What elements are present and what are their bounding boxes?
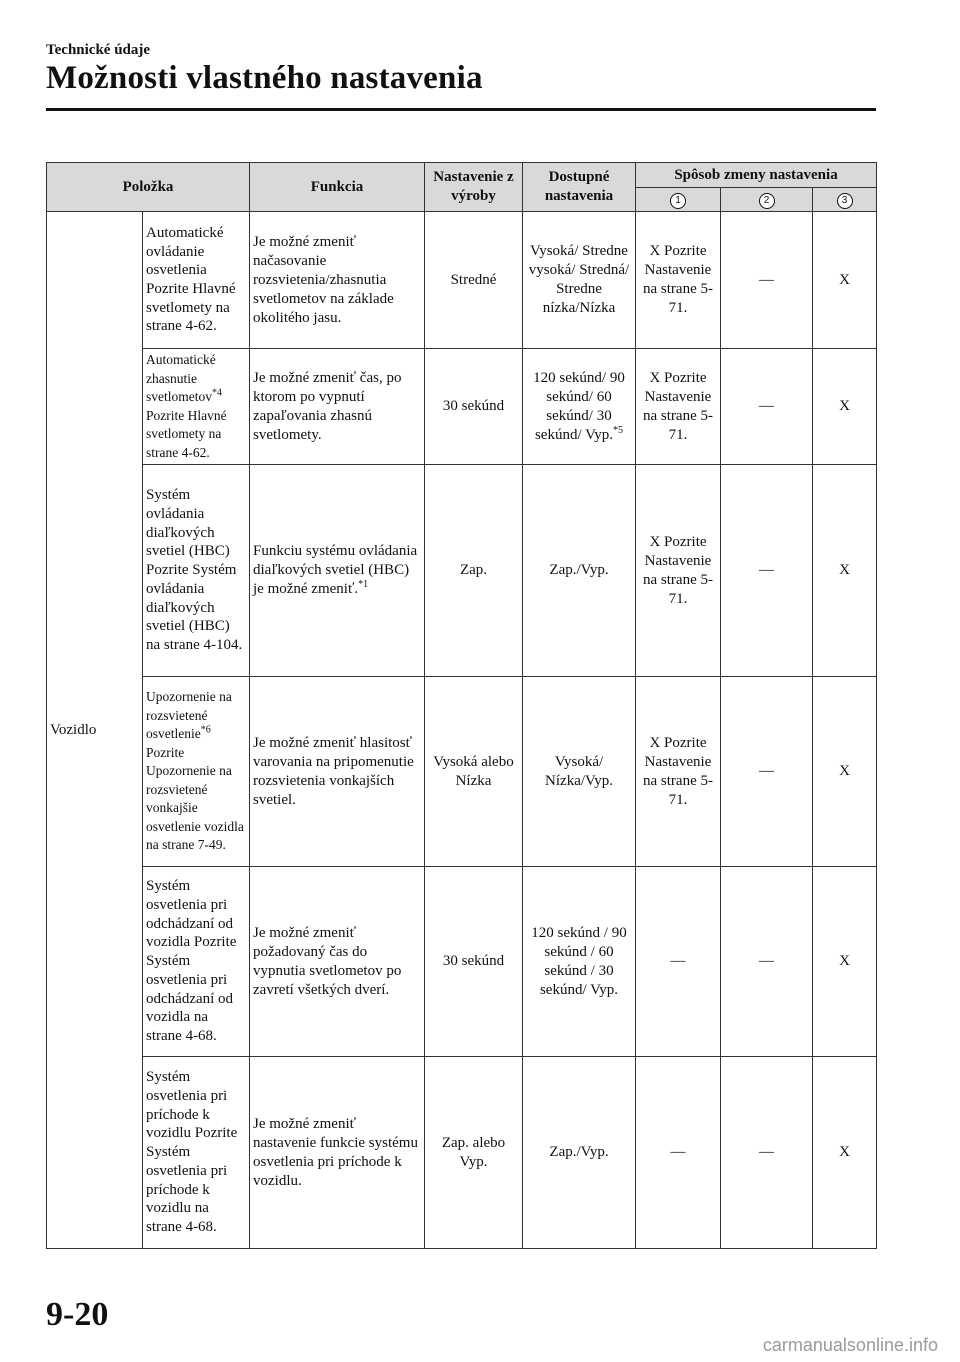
table-row <box>47 867 877 1057</box>
footnote-ref: *4 <box>212 387 222 399</box>
circled-2-icon: 2 <box>759 193 775 209</box>
available-cell <box>523 349 636 465</box>
watermark: carmanualsonline.info <box>762 1335 938 1355</box>
factory-cell: Zap. <box>425 465 523 677</box>
method3-cell: X <box>813 1057 877 1249</box>
available-cell: Zap./Vyp. <box>523 465 636 677</box>
header-method: Spôsob zmeny nastavenia <box>636 163 877 188</box>
footnote-ref: *5 <box>613 424 624 436</box>
available-cell: 120 sekúnd / 90 sekúnd / 60 sekúnd / 30 sekúnd/ Vyp. <box>523 867 636 1057</box>
method2-cell: — <box>721 677 813 867</box>
function-text: Funkciu systému ovládania diaľkových svetiel (HBC) je možné zmeniť. <box>253 543 418 597</box>
method3-cell: X <box>813 465 877 677</box>
page-title: Možnosti vlastného nastavenia <box>46 60 483 96</box>
method2-cell: — <box>721 349 813 465</box>
header-method-2 <box>721 188 813 212</box>
method1-cell: X Pozrite Nastavenie na strane 5-71. <box>636 465 721 677</box>
section-label: Technické údaje <box>46 42 151 58</box>
table-row <box>47 349 877 465</box>
header-factory: Nastavenie z výroby <box>425 163 523 212</box>
method2-cell: — <box>721 1057 813 1249</box>
header-function: Funkcia <box>250 163 425 212</box>
method2-cell: — <box>721 867 813 1057</box>
method2-cell: — <box>721 465 813 677</box>
function-cell: Je možné zmeniť čas, po ktorom po vypnutí zapaľovania zhasnú svetlomety. <box>250 349 425 465</box>
page-number: 9-20 <box>46 1296 109 1333</box>
table-row <box>47 1057 877 1249</box>
method1-cell: X Pozrite Nastavenie na strane 5-71. <box>636 212 721 349</box>
header-row <box>47 163 877 188</box>
settings-table <box>46 162 877 1249</box>
item-cell: Systém osvetlenia pri príchode k vozidlu Pozrite Systém osvetlenia pri príchode k vozidlu na strane 4-68. <box>143 1057 250 1249</box>
item-cell <box>143 349 250 465</box>
header-available: Dostupné nastavenia <box>523 163 636 212</box>
item-text-rest: Pozrite Hlavné svetlomety na strane 4-62. <box>146 407 227 460</box>
factory-cell: 30 sekúnd <box>425 867 523 1057</box>
method1-cell: — <box>636 867 721 1057</box>
footnote-ref: *1 <box>358 579 369 590</box>
factory-cell: 30 sekúnd <box>425 349 523 465</box>
factory-cell: Vysoká alebo Nízka <box>425 677 523 867</box>
function-cell <box>250 465 425 677</box>
item-text: Automatické zhasnutie svetlometov <box>146 352 216 404</box>
factory-cell: Zap. alebo Vyp. <box>425 1057 523 1249</box>
item-cell: Automatické ovládanie osvetlenia Pozrite Hlavné svetlomety na strane 4-62. <box>143 212 250 349</box>
available-text: 120 sekúnd/ 90 sekúnd/ 60 sekúnd/ 30 sekúnd/ Vyp. <box>533 369 625 443</box>
function-cell: Je možné zmeniť požadovaný čas do vypnutia svetlometov po zavretí všetkých dverí. <box>250 867 425 1057</box>
factory-cell: Stredné <box>425 212 523 349</box>
item-text: Upozornenie na rozsvietené osvetlenie <box>146 689 232 742</box>
available-cell: Vysoká/ Nízka/Vyp. <box>523 677 636 867</box>
function-cell: Je možné zmeniť načasovanie rozsvietenia/zhasnutia svetlometov na základe okolitého jasu. <box>250 212 425 349</box>
available-cell: Vysoká/ Stredne vysoká/ Stredná/ Stredne nízka/Nízka <box>523 212 636 349</box>
item-text-rest: Pozrite Upozornenie na rozsvietené vonkajšie osvetlenie vozidla na strane 7-49. <box>146 744 244 853</box>
footnote-ref: *6 <box>200 724 211 736</box>
method3-cell: X <box>813 349 877 465</box>
category-cell: Vozidlo <box>47 212 143 1249</box>
circled-1-icon: 1 <box>670 193 686 209</box>
item-cell <box>143 677 250 867</box>
table-row <box>47 465 877 677</box>
table-row <box>47 677 877 867</box>
method1-cell: X Pozrite Nastavenie na strane 5-71. <box>636 349 721 465</box>
item-cell: Systém ovládania diaľkových svetiel (HBC) Pozrite Systém ovládania diaľkových svetiel (HBC) na strane 4-104. <box>143 465 250 677</box>
header-method-3 <box>813 188 877 212</box>
method1-cell: — <box>636 1057 721 1249</box>
function-cell: Je možné zmeniť hlasitosť varovania na pripomenutie rozsvietenia vonkajších svetiel. <box>250 677 425 867</box>
method1-cell: X Pozrite Nastavenie na strane 5-71. <box>636 677 721 867</box>
method3-cell: X <box>813 867 877 1057</box>
header-item: Položka <box>47 163 250 212</box>
title-rule <box>46 108 876 111</box>
method3-cell: X <box>813 212 877 349</box>
circled-3-icon: 3 <box>837 193 853 209</box>
method3-cell: X <box>813 677 877 867</box>
available-cell: Zap./Vyp. <box>523 1057 636 1249</box>
function-cell: Je možné zmeniť nastavenie funkcie systému osvetlenia pri príchode k vozidlu. <box>250 1057 425 1249</box>
item-cell: Systém osvetlenia pri odchádzaní od vozidla Pozrite Systém osvetlenia pri odchádzaní od vozidla na strane 4-68. <box>143 867 250 1057</box>
table-row <box>47 212 877 349</box>
header-method-1 <box>636 188 721 212</box>
method2-cell: — <box>721 212 813 349</box>
